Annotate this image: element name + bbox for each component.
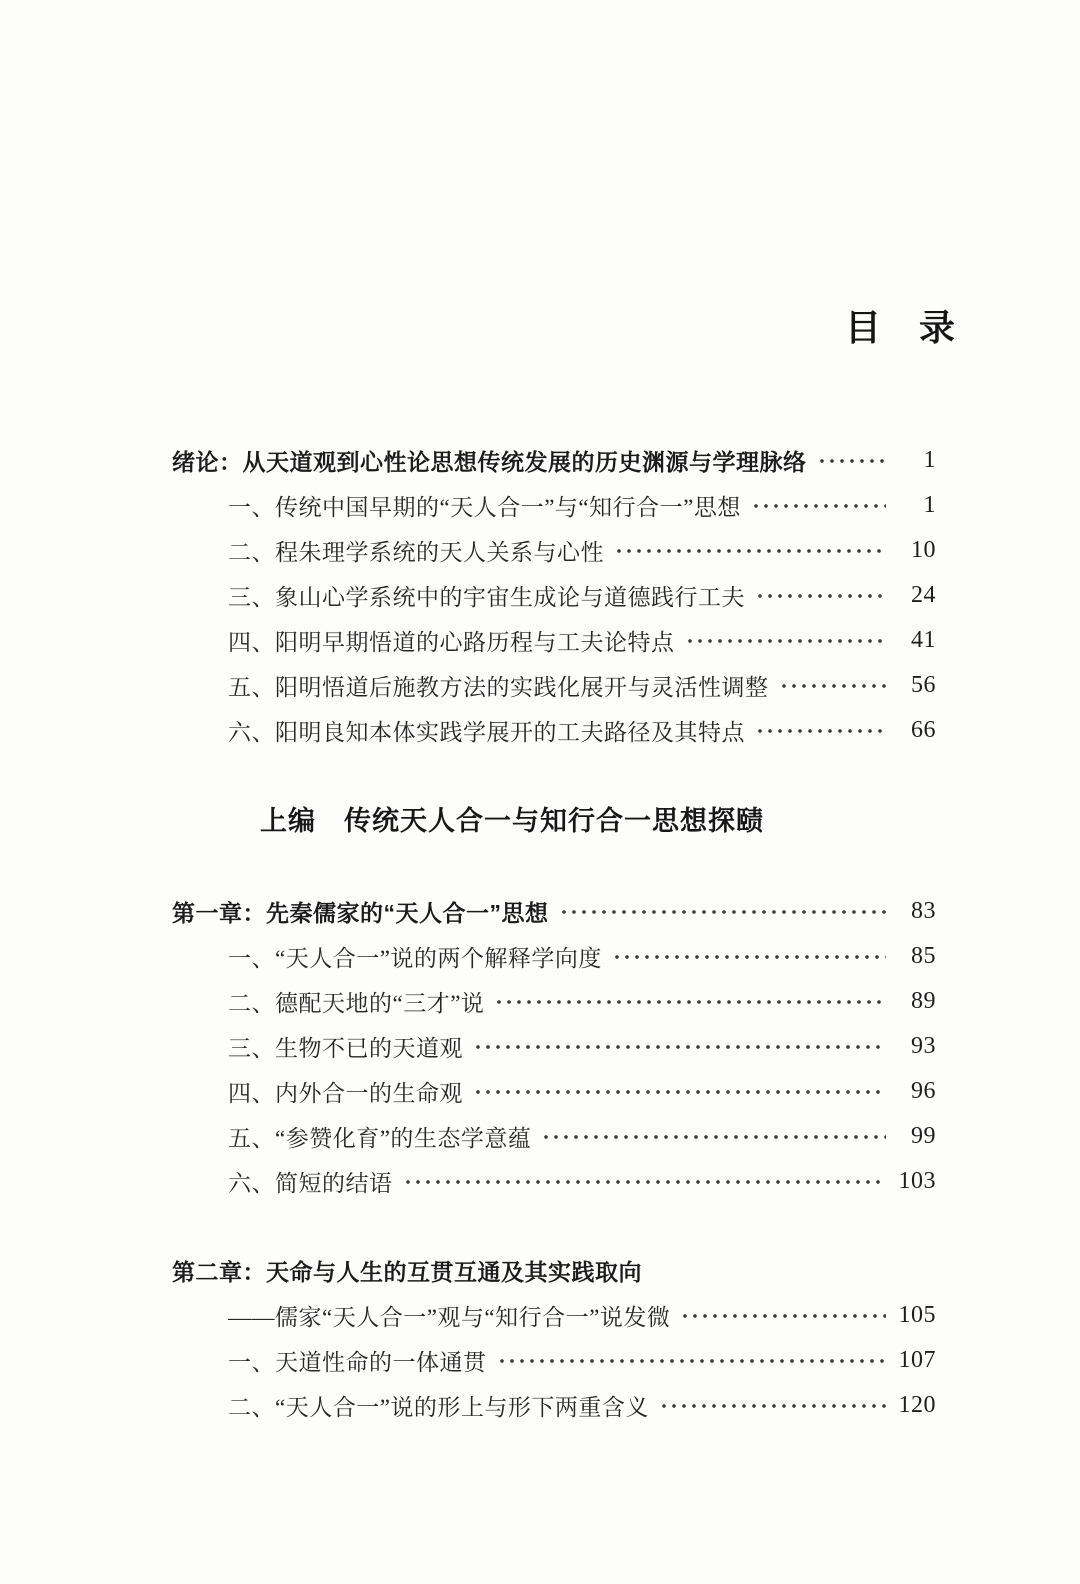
leader-dots	[779, 683, 887, 689]
leader-dots	[497, 1358, 887, 1364]
toc-entry-page-number: 83	[911, 898, 936, 924]
toc-entry-label: 四、内外合一的生命观	[228, 1081, 463, 1106]
toc-entry-label: 一、“天人合一”说的两个解释学向度	[228, 946, 602, 971]
toc-entry-page-number: 1	[923, 492, 936, 518]
leader-dots	[817, 458, 887, 464]
toc-entry-page-number: 105	[898, 1302, 936, 1328]
toc-entry-chapter	[172, 438, 936, 483]
toc-entry-page-number: 89	[911, 988, 936, 1014]
toc-entry-label: 第一章：先秦儒家的“天人合一”思想	[172, 900, 549, 926]
leader-dots	[685, 638, 887, 644]
toc-section-chapter-1	[172, 889, 936, 1204]
toc-entry-label: 五、“参赞化育”的生态学意蕴	[228, 1126, 532, 1151]
leader-dots	[541, 1134, 886, 1140]
toc-entry-label: 二、程朱理学系统的天人关系与心性	[228, 540, 604, 565]
toc-entry-label: 六、简短的结语	[228, 1171, 393, 1196]
toc-entry-page-number: 96	[911, 1078, 936, 1104]
leader-dots	[659, 1403, 886, 1409]
toc-entry-sub	[172, 1114, 936, 1159]
toc-entry-page-number: 107	[898, 1347, 936, 1373]
toc-entry-page-number: 41	[911, 627, 936, 653]
toc-entry-label: 二、“天人合一”说的形上与形下两重含义	[228, 1395, 649, 1420]
leader-dots	[612, 954, 886, 960]
toc-entry-page-number: 120	[898, 1392, 936, 1418]
toc-entry-sub	[172, 979, 936, 1024]
toc-entry-label: ——儒家“天人合一”观与“知行合一”说发微	[228, 1305, 671, 1330]
part-header: 上编 传统天人合一与知行合一思想探赜	[260, 806, 764, 836]
toc-entry-label: 第二章：天命与人生的互贯互通及其实践取向	[172, 1259, 642, 1285]
toc-entry-chapter	[172, 889, 936, 934]
toc-section-introduction	[172, 438, 936, 753]
leader-dots	[680, 1313, 886, 1319]
toc-entry-label: 二、德配天地的“三才”说	[228, 991, 485, 1016]
leader-dots	[755, 728, 886, 734]
toc-entry-sub	[172, 1159, 936, 1204]
toc-entry-sub	[172, 528, 936, 573]
toc-entry-page-number: 103	[898, 1168, 936, 1194]
toc-entry-page-number: 93	[911, 1033, 936, 1059]
leader-dots	[755, 593, 886, 599]
toc-entry-page-number: 10	[911, 537, 936, 563]
toc-entry-sub	[172, 1024, 936, 1069]
toc-entry-sub	[172, 663, 936, 708]
toc-entry-label: 六、阳明良知本体实践学展开的工夫路径及其特点	[228, 720, 745, 745]
toc-entry-label: 四、阳明早期悟道的心路历程与工夫论特点	[228, 630, 675, 655]
toc-entry-page-number: 66	[911, 717, 936, 743]
toc-entry-label: 一、传统中国早期的“天人合一”与“知行合一”思想	[228, 495, 741, 520]
toc-entry-page-number: 56	[911, 672, 936, 698]
leader-dots	[473, 1044, 886, 1050]
toc-entry-label: 三、象山心学系统中的宇宙生成论与道德践行工夫	[228, 585, 745, 610]
toc-entry-sub	[172, 483, 936, 528]
toc-entry-sub	[172, 1338, 936, 1383]
toc-entry-label: 一、天道性命的一体通贯	[228, 1350, 487, 1375]
toc-entry-label: 三、生物不已的天道观	[228, 1036, 463, 1061]
toc-section-chapter-2	[172, 1248, 936, 1428]
leader-dots	[494, 999, 886, 1005]
leader-dots	[559, 909, 887, 915]
toc-entry-sub	[172, 1069, 936, 1114]
leader-dots	[403, 1179, 887, 1185]
leader-dots	[473, 1089, 886, 1095]
toc-entry-page-number: 1	[923, 447, 936, 473]
toc-entry-chapter	[172, 1248, 936, 1293]
toc-entry-sub	[172, 934, 936, 979]
toc-entry-sub	[172, 1383, 936, 1428]
page-title: 目 录	[845, 308, 957, 348]
toc-entry-sub	[172, 708, 936, 753]
toc-entry-sub	[172, 618, 936, 663]
toc-entry-sub	[172, 1293, 936, 1338]
leader-dots	[614, 548, 886, 554]
toc-entry-page-number: 99	[911, 1123, 936, 1149]
toc-entry-sub	[172, 573, 936, 618]
toc-entry-label: 五、阳明悟道后施教方法的实践化展开与灵活性调整	[228, 675, 769, 700]
toc	[172, 438, 936, 1428]
toc-entry-page-number: 24	[911, 582, 936, 608]
toc-entry-label: 绪论：从天道观到心性论思想传统发展的历史渊源与学理脉络	[172, 449, 807, 475]
toc-entry-page-number: 85	[911, 943, 936, 969]
leader-dots	[751, 503, 886, 509]
